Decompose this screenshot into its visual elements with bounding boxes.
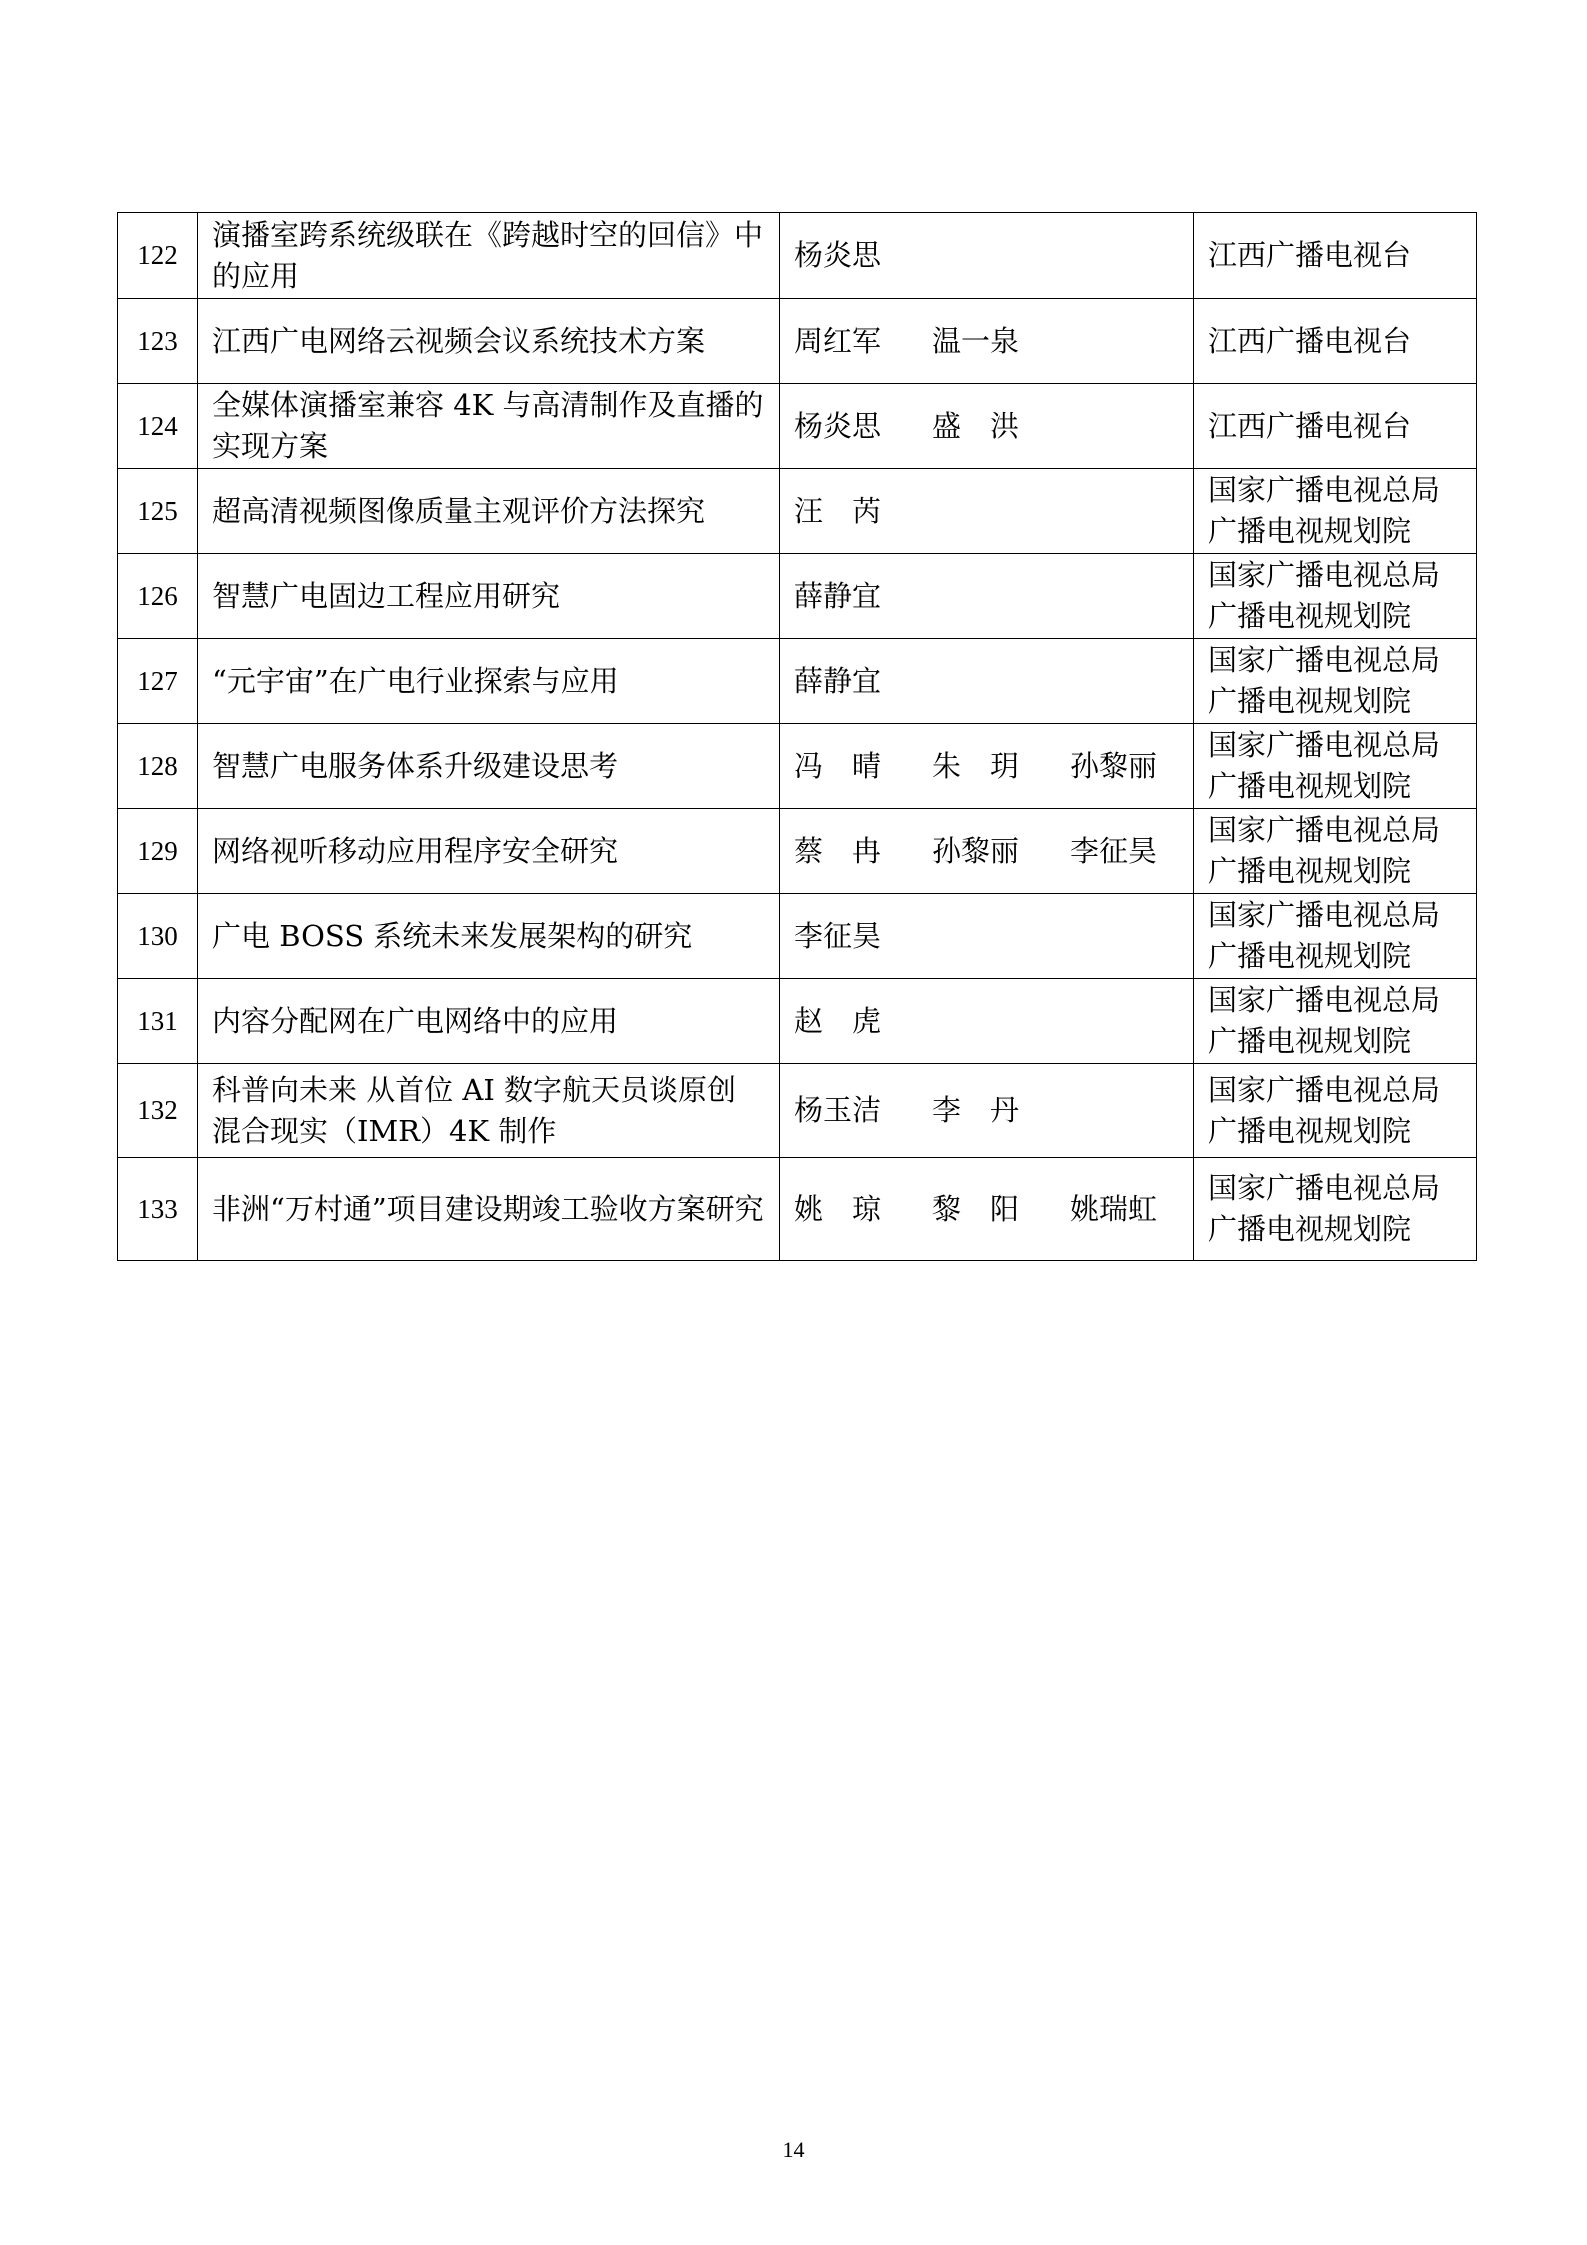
author-name: 冯 晴 xyxy=(794,748,882,783)
author-name: 姚瑞虹 xyxy=(1070,1191,1158,1226)
page-number: 14 xyxy=(782,2137,805,2162)
author-name: 黎 阳 xyxy=(932,1191,1020,1226)
entry-number: 133 xyxy=(118,1158,198,1261)
author-name: 孙黎丽 xyxy=(932,833,1020,868)
organization: 国家广播电视总局广播电视规划院 xyxy=(1194,724,1477,809)
table-row xyxy=(118,1158,1477,1261)
author-name: 温一泉 xyxy=(932,323,1020,358)
author-name: 孙黎丽 xyxy=(1070,748,1158,783)
author-name: 赵 虎 xyxy=(794,1003,882,1038)
table-row xyxy=(118,809,1477,894)
paper-title: 超高清视频图像质量主观评价方法探究 xyxy=(198,469,780,554)
author-list xyxy=(780,1064,1194,1158)
entry-number: 122 xyxy=(118,213,198,299)
organization: 国家广播电视总局广播电视规划院 xyxy=(1194,979,1477,1064)
entry-number: 132 xyxy=(118,1064,198,1158)
paper-title: 非洲“万村通”项目建设期竣工验收方案研究 xyxy=(198,1158,780,1261)
author-name: 李征昊 xyxy=(794,918,882,953)
author-list xyxy=(780,894,1194,979)
table-row xyxy=(118,299,1477,384)
author-name: 汪 芮 xyxy=(794,493,882,528)
entry-number: 126 xyxy=(118,554,198,639)
organization: 江西广播电视台 xyxy=(1194,299,1477,384)
organization: 国家广播电视总局广播电视规划院 xyxy=(1194,1064,1477,1158)
author-name: 杨炎思 xyxy=(794,238,882,272)
organization: 国家广播电视总局广播电视规划院 xyxy=(1194,809,1477,894)
paper-title: 智慧广电固边工程应用研究 xyxy=(198,554,780,639)
author-name: 杨炎思 xyxy=(794,408,882,443)
table-row xyxy=(118,554,1477,639)
author-list xyxy=(780,639,1194,724)
paper-title: 科普向未来 从首位 AI 数字航天员谈原创混合现实（IMR）4K 制作 xyxy=(198,1064,780,1158)
entry-number: 131 xyxy=(118,979,198,1064)
author-list xyxy=(780,469,1194,554)
author-list xyxy=(780,299,1194,384)
author-name: 薛静宜 xyxy=(794,663,882,698)
author-name: 李征昊 xyxy=(1070,833,1158,868)
author-name: 姚 琼 xyxy=(794,1191,882,1226)
entry-number: 129 xyxy=(118,809,198,894)
paper-title: 广电 BOSS 系统未来发展架构的研究 xyxy=(198,894,780,979)
organization: 国家广播电视总局广播电视规划院 xyxy=(1194,639,1477,724)
organization: 国家广播电视总局广播电视规划院 xyxy=(1194,469,1477,554)
entry-number: 124 xyxy=(118,384,198,469)
table-row xyxy=(118,979,1477,1064)
organization: 国家广播电视总局广播电视规划院 xyxy=(1194,554,1477,639)
table-row xyxy=(118,894,1477,979)
table-row xyxy=(118,384,1477,469)
paper-title: 网络视听移动应用程序安全研究 xyxy=(198,809,780,894)
author-list xyxy=(780,724,1194,809)
entry-number: 130 xyxy=(118,894,198,979)
author-list xyxy=(780,1158,1194,1261)
paper-title: 全媒体演播室兼容 4K 与高清制作及直播的实现方案 xyxy=(198,384,780,469)
author-name: 朱 玥 xyxy=(932,748,1020,783)
author-list xyxy=(780,809,1194,894)
paper-title: 演播室跨系统级联在《跨越时空的回信》中的应用 xyxy=(198,213,780,299)
author-list xyxy=(780,979,1194,1064)
table-row xyxy=(118,639,1477,724)
paper-title: 江西广电网络云视频会议系统技术方案 xyxy=(198,299,780,384)
table-row xyxy=(118,724,1477,809)
entry-number: 125 xyxy=(118,469,198,554)
author-name: 薛静宜 xyxy=(794,578,882,613)
entry-number: 123 xyxy=(118,299,198,384)
organization: 江西广播电视台 xyxy=(1194,213,1477,299)
award-table-body xyxy=(118,213,1477,1261)
author-name: 周红军 xyxy=(794,323,882,358)
author-name: 蔡 冉 xyxy=(794,833,882,868)
entry-number: 128 xyxy=(118,724,198,809)
paper-title: 智慧广电服务体系升级建设思考 xyxy=(198,724,780,809)
author-list xyxy=(780,554,1194,639)
author-list xyxy=(780,384,1194,469)
organization: 国家广播电视总局广播电视规划院 xyxy=(1194,1158,1477,1261)
table-row xyxy=(118,469,1477,554)
award-table xyxy=(117,212,1477,1261)
paper-title: “元宇宙”在广电行业探索与应用 xyxy=(198,639,780,724)
organization: 江西广播电视台 xyxy=(1194,384,1477,469)
entry-number: 127 xyxy=(118,639,198,724)
author-name: 盛 洪 xyxy=(932,408,1020,443)
organization: 国家广播电视总局广播电视规划院 xyxy=(1194,894,1477,979)
paper-title: 内容分配网在广电网络中的应用 xyxy=(198,979,780,1064)
author-name: 杨玉洁 xyxy=(794,1093,882,1127)
author-list xyxy=(780,213,1194,299)
author-name: 李 丹 xyxy=(932,1093,1020,1127)
table-row xyxy=(118,213,1477,299)
table-row xyxy=(118,1064,1477,1158)
